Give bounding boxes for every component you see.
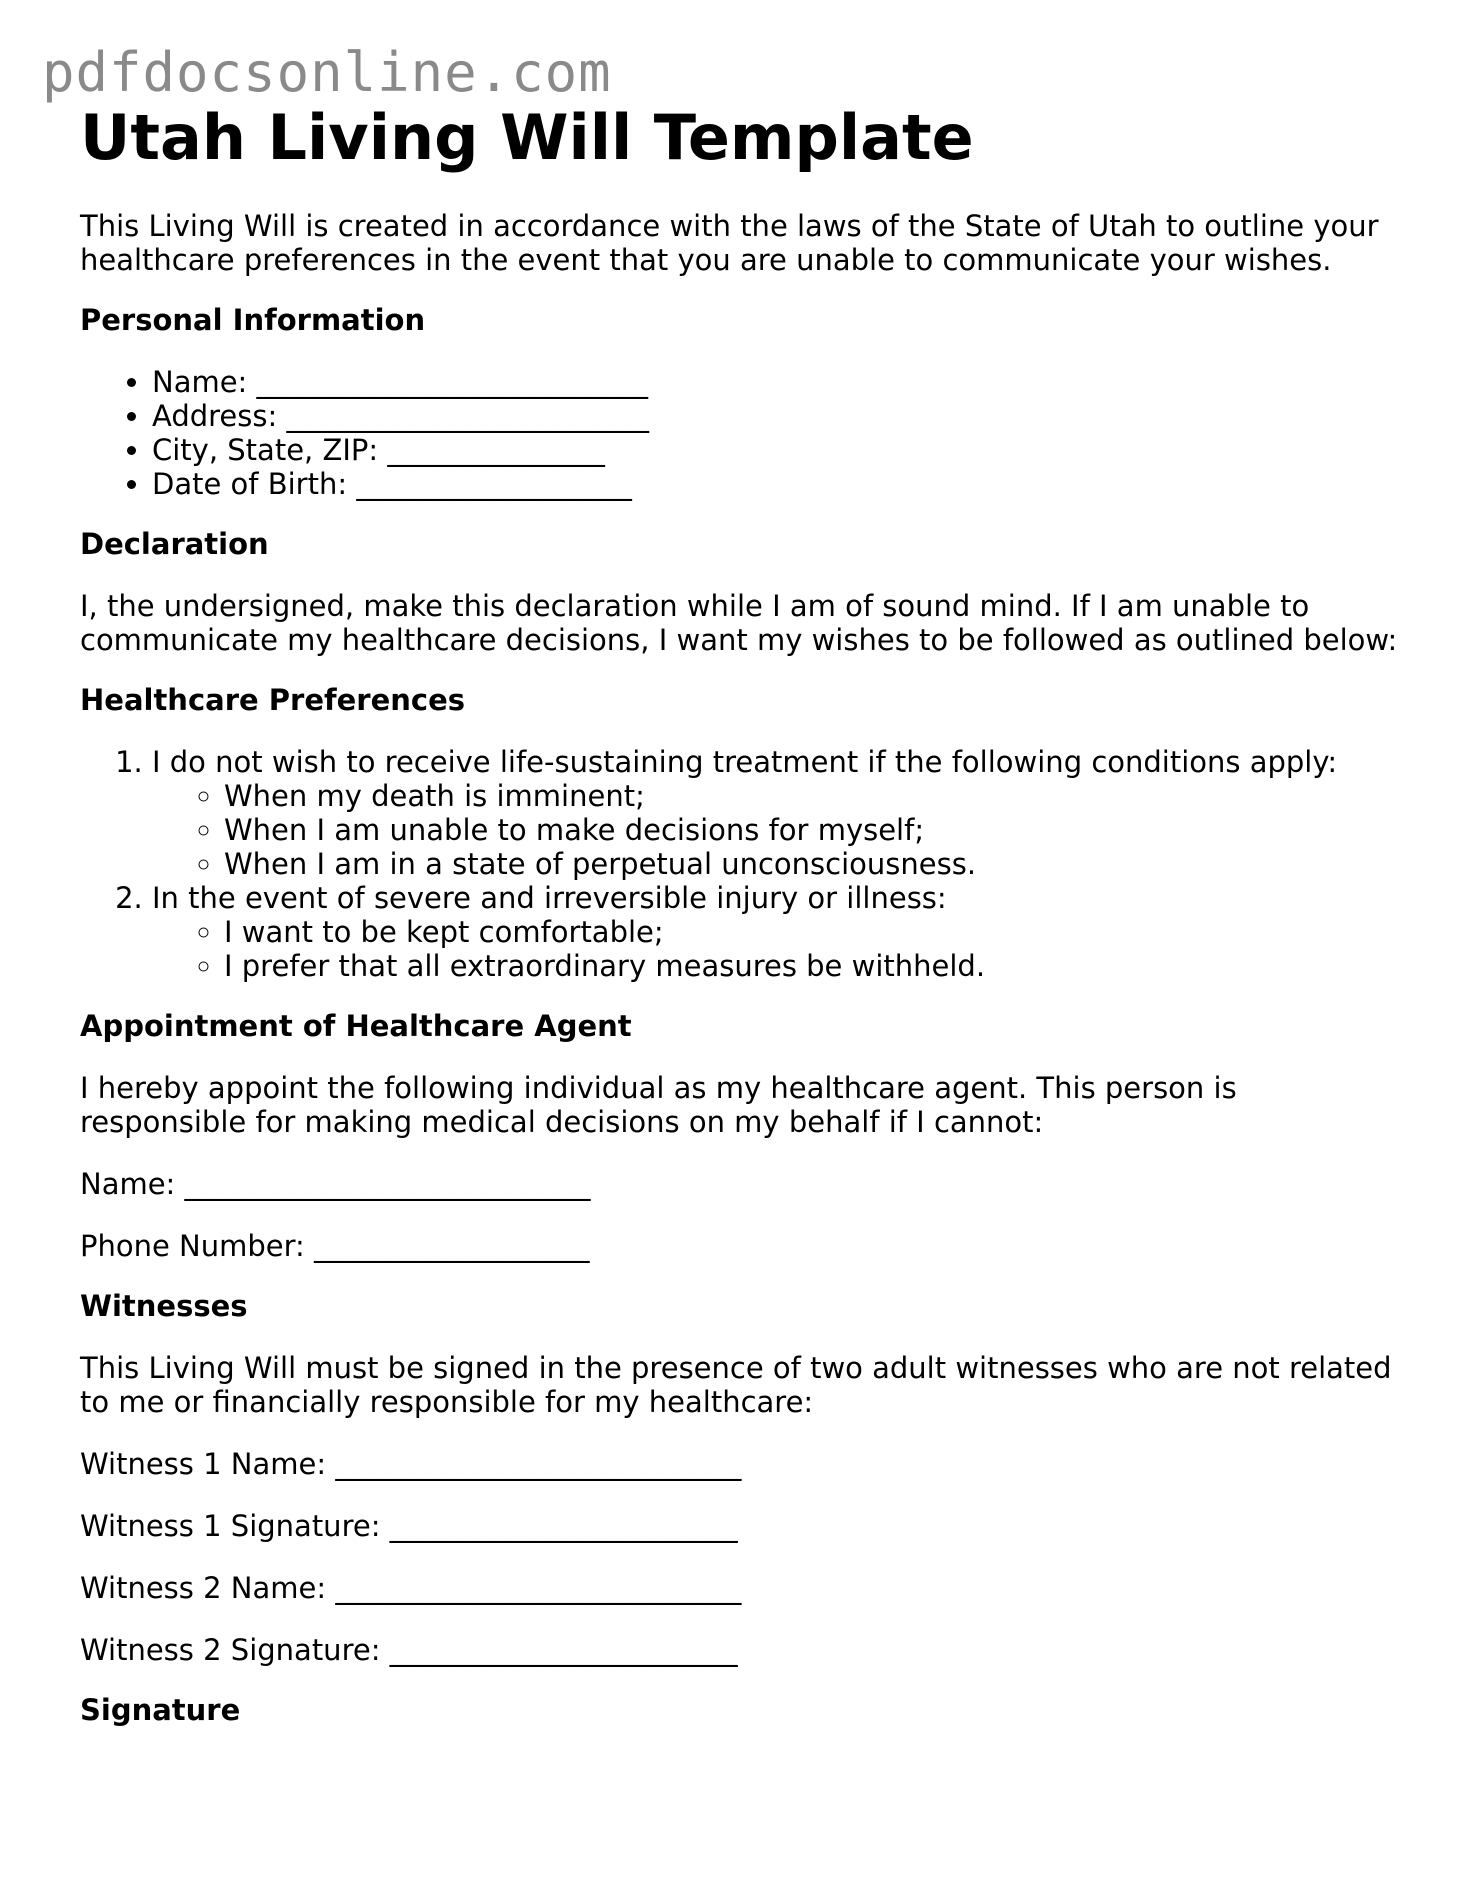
preference-item-text: I do not wish to receive life-sustaining treatment if the following conditions apply: [152,745,1338,780]
declaration-heading: Declaration [80,527,269,562]
preference-item [152,881,1410,983]
intro-paragraph: This Living Will is created in accordance with the laws of the State of Utah to outline your healthcare preferences in the event that you are unable to communicate your wishes. [80,209,1379,278]
personal-city-state-zip-field[interactable]: • City, State, ZIP: _______________ [152,433,1410,467]
page-title: Utah Living Will Template [80,101,974,174]
preference-sublist [152,915,1410,983]
preference-item [152,745,1410,881]
agent-phone-field[interactable]: Phone Number: ___________________ [80,1229,590,1264]
personal-dob-field[interactable]: • Date of Birth: ___________________ [152,467,1410,501]
preference-subitem: ◦ When I am unable to make decisions for myself; [224,813,1410,847]
personal-info-list [80,365,1410,501]
personal-address-field[interactable]: • Address: _________________________ [152,399,1410,433]
preference-sublist [152,779,1410,881]
witnesses-text: This Living Will must be signed in the presence of two adult witnesses who are not related to me or financially responsible for my healthcare: [80,1351,1392,1420]
preference-subitem: ◦ When my death is imminent; [224,779,1410,813]
preferences-heading: Healthcare Preferences [80,683,466,718]
preference-subitem: ◦ When I am in a state of perpetual unconsciousness. [224,847,1410,881]
declaration-text: I, the undersigned, make this declaration while I am of sound mind. If I am unable to communicate my healthcare decisions, I want my wishes to be followed as outlined below: [80,589,1398,658]
witness2-name-field[interactable]: Witness 2 Name: ____________________________ [80,1571,742,1606]
preference-item-text: In the event of severe and irreversible injury or illness: [152,881,947,916]
document-page [80,102,1410,1727]
signature-heading: Signature [80,1693,241,1728]
preference-subitem: ◦ I prefer that all extraordinary measures be withheld. [224,949,1410,983]
personal-name-field[interactable]: • Name: ___________________________ [152,365,1410,399]
witness2-signature-field[interactable]: Witness 2 Signature: ________________________ [80,1633,738,1668]
personal-info-heading: Personal Information [80,303,426,338]
watermark: pdfdocsonline.com [42,41,612,104]
agent-text: I hereby appoint the following individual as my healthcare agent. This person is responsible for making medical decisions on my behalf if I cannot: [80,1071,1237,1140]
agent-name-field[interactable]: Name: ____________________________ [80,1167,591,1202]
witness1-name-field[interactable]: Witness 1 Name: ____________________________ [80,1447,742,1482]
preferences-list [80,745,1410,983]
witness1-signature-field[interactable]: Witness 1 Signature: ________________________ [80,1509,738,1544]
preference-subitem: ◦ I want to be kept comfortable; [224,915,1410,949]
agent-heading: Appointment of Healthcare Agent [80,1009,632,1044]
witnesses-heading: Witnesses [80,1289,248,1324]
